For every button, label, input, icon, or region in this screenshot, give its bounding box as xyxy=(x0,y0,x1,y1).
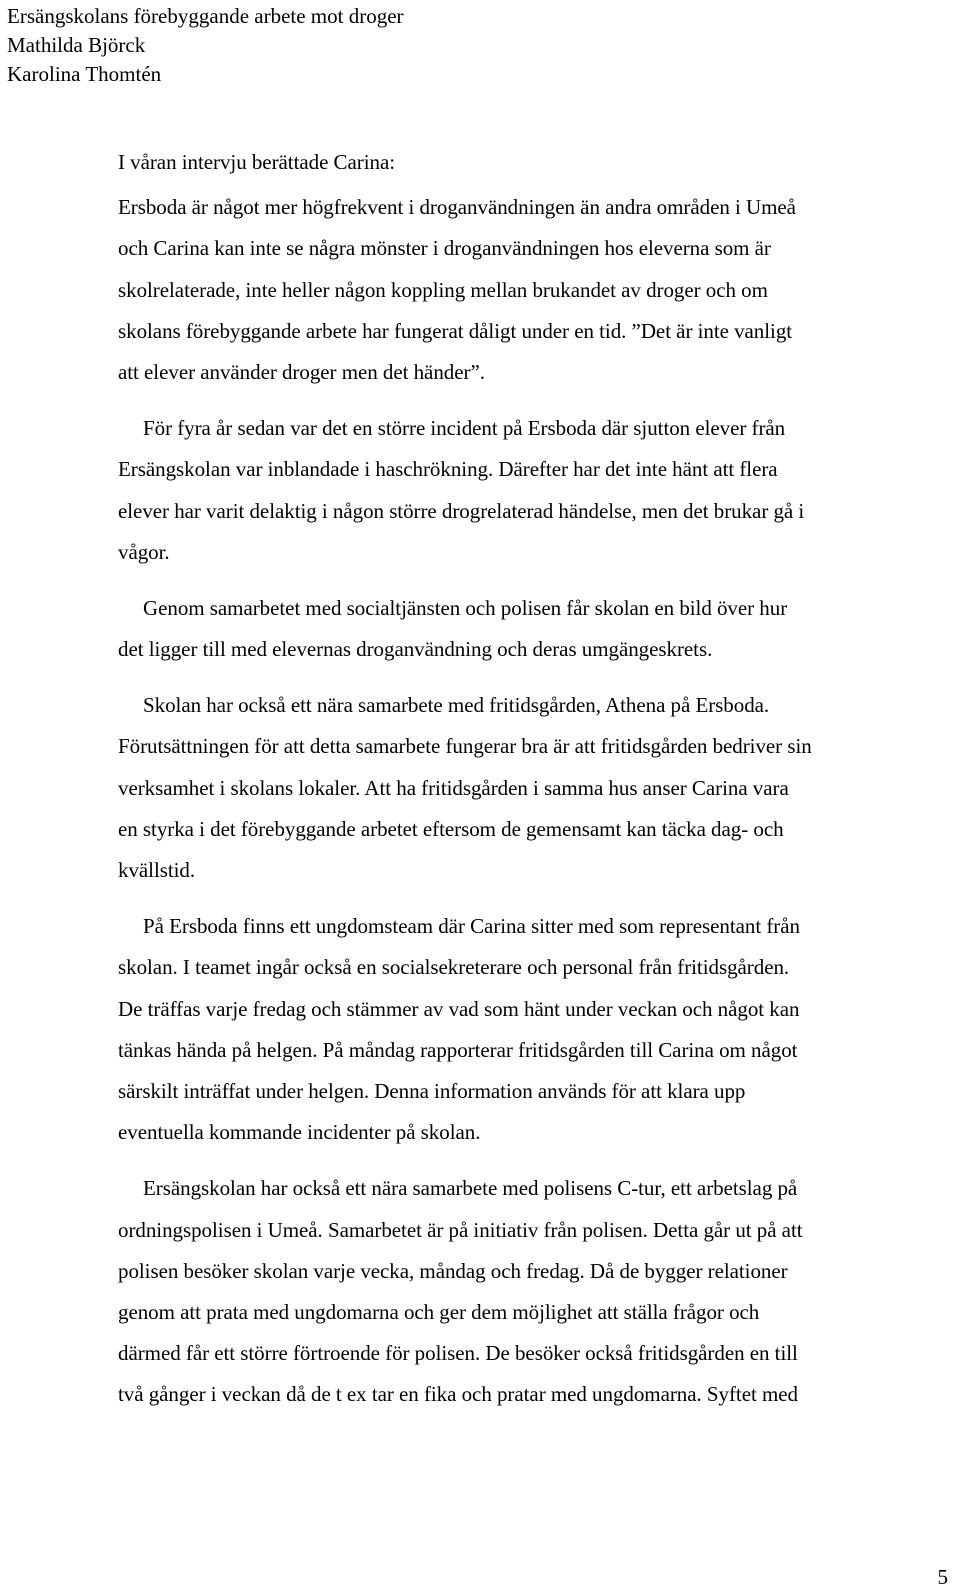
text-line: vågor. xyxy=(118,539,170,564)
text-line: De träffas varje fredag och stämmer av vad som hänt under veckan och något kan xyxy=(118,996,800,1021)
page-number: 5 xyxy=(937,1565,948,1589)
text-line: det ligger till med elevernas droganvändning och deras umgängeskrets. xyxy=(118,637,713,662)
text-line: Skolan har också ett nära samarbete med fritidsgården, Athena på Ersboda. xyxy=(143,693,770,718)
text-line: en styrka i det förebyggande arbetet eftersom de gemensamt kan täcka dag- och xyxy=(118,816,784,841)
text-line: Förutsättningen för att detta samarbete fungerar bra är att fritidsgården bedriver sin xyxy=(118,734,812,759)
text-line: skolan. I teamet ingår också en socialsekreterare och personal från fritidsgården. xyxy=(118,955,790,980)
paragraph xyxy=(118,588,948,670)
text-line: två gånger i veckan då de t ex tar en fika och pratar med ungdomarna. Syftet med xyxy=(118,1382,798,1407)
author-name: Mathilda Björck xyxy=(7,33,146,57)
document-header xyxy=(7,2,404,89)
text-line: På Ersboda finns ett ungdomsteam där Carina sitter med som representant från xyxy=(143,914,800,939)
text-line: genom att prata med ungdomarna och ger dem möjlighet att ställa frågor och xyxy=(118,1299,760,1324)
document-title: Ersängskolans förebyggande arbete mot droger xyxy=(7,4,404,28)
text-line: Ersboda är något mer högfrekvent i droganvändningen än andra områden i Umeå xyxy=(118,195,796,220)
paragraph xyxy=(118,408,948,573)
text-line: skolans förebyggande arbete har fungerat dåligt under en tid. ”Det är inte vanligt xyxy=(118,318,793,343)
text-line: skolrelaterade, inte heller någon koppling mellan brukandet av droger och om xyxy=(118,277,768,302)
text-line: och Carina kan inte se några mönster i droganvändningen hos eleverna som är xyxy=(118,236,771,261)
text-line: kvällstid. xyxy=(118,858,196,882)
text-line: elever har varit delaktig i någon större drogrelaterad händelse, men det brukar gå i xyxy=(118,498,805,523)
text-line: polisen besöker skolan varje vecka, måndag och fredag. Då de bygger relationer xyxy=(118,1258,788,1283)
text-line: Genom samarbetet med socialtjänsten och polisen får skolan en bild över hur xyxy=(143,595,788,620)
paragraph xyxy=(118,1168,948,1415)
text-line: särskilt inträffat under helgen. Denna information används för att klara upp xyxy=(118,1078,746,1103)
text-line: För fyra år sedan var det en större incident på Ersboda där sjutton elever från xyxy=(143,416,786,441)
text-line: därmed får ett större förtroende för polisen. De besöker också fritidsgården en till xyxy=(118,1341,798,1366)
document-body xyxy=(118,142,948,1415)
paragraph-intro xyxy=(118,142,948,183)
paragraph xyxy=(118,906,948,1153)
text-line: Ersängskolan var inblandade i haschrökning. Därefter har det inte hänt att flera xyxy=(118,457,778,482)
author-name: Karolina Thomtén xyxy=(7,62,162,86)
text-line: verksamhet i skolans lokaler. Att ha fritidsgården i samma hus anser Carina vara xyxy=(118,775,789,800)
paragraph xyxy=(118,187,948,393)
text-line: Ersängskolan har också ett nära samarbete med polisens C-tur, ett arbetslag på xyxy=(143,1176,798,1201)
text-line: eventuella kommande incidenter på skolan. xyxy=(118,1120,481,1145)
paragraph xyxy=(118,685,948,891)
text-line: tänkas hända på helgen. På måndag rapporterar fritidsgården till Carina om något xyxy=(118,1037,798,1062)
text-line: att elever använder droger men det händer”. xyxy=(118,359,485,384)
text-line: ordningspolisen i Umeå. Samarbetet är på initiativ från polisen. Detta går ut på att xyxy=(118,1217,803,1242)
text-line: I våran intervju berättade Carina: xyxy=(118,150,396,174)
